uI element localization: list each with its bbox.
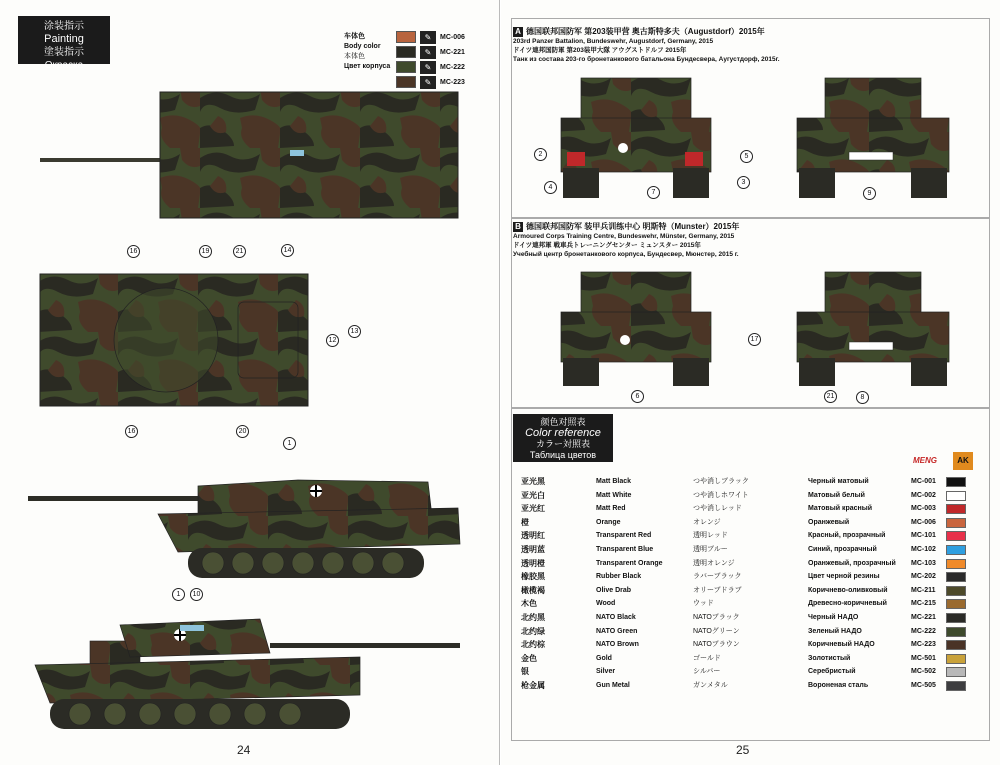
color-code: MC-215	[911, 600, 936, 608]
color-name-en: Matt White	[596, 491, 632, 499]
body-color-cn: 车体色	[344, 33, 365, 40]
color-code: MC-101	[911, 532, 936, 540]
ak-logo: AK	[953, 452, 973, 470]
callout-12: 12	[326, 334, 339, 347]
color-row	[521, 543, 981, 557]
color-name-ru: Серебристый	[808, 668, 856, 676]
color-row	[521, 475, 981, 489]
color-name-en: NATO Black	[596, 613, 636, 621]
color-row	[521, 625, 981, 639]
color-name-ru: Коричнево-оливковый	[808, 586, 888, 594]
color-name-cn: 北约黑	[521, 612, 545, 622]
color-swatch	[946, 545, 966, 555]
color-row	[521, 516, 981, 530]
color-code: MC-223	[440, 78, 465, 86]
section-ru: Учебный центр бронетанкового корпуса, Бундесвер, Мюнстер, 2015 г.	[513, 251, 739, 258]
color-row	[521, 679, 981, 693]
tank-side-view-2	[30, 605, 470, 735]
color-name-cn: 银	[521, 667, 529, 677]
color-name-en: Matt Red	[596, 505, 626, 513]
color-name-jp: ウッド	[693, 600, 714, 608]
color-name-ru: Оранжевый, прозрачный	[808, 559, 896, 567]
tank-front-view-a	[551, 72, 721, 202]
color-row	[521, 638, 981, 652]
section-ru: Танк из состава 203-го бронетанкового батальона Бундесвера, Аугустдорф, 2015г.	[513, 56, 780, 63]
color-name-en: Orange	[596, 518, 621, 526]
callout-16: 16	[125, 425, 138, 438]
color-name-cn: 橡胶黑	[521, 572, 545, 582]
color-name-en: Transparent Red	[596, 532, 652, 540]
color-name-cn: 木色	[521, 599, 537, 609]
paint-bottle-icon: ✎	[420, 61, 436, 74]
section-letter: B	[513, 222, 523, 232]
body-color-list	[396, 30, 465, 90]
color-swatch	[946, 654, 966, 664]
color-swatch	[946, 640, 966, 650]
color-swatch	[946, 518, 966, 528]
color-name-en: Transparent Orange	[596, 559, 663, 567]
color-reference-table	[521, 475, 981, 693]
body-color-item	[396, 75, 465, 89]
color-code: MC-003	[911, 505, 936, 513]
color-code: MC-002	[911, 491, 936, 499]
callout-13: 13	[348, 325, 361, 338]
color-swatch	[946, 667, 966, 677]
right-page	[501, 0, 1000, 765]
color-code: MC-221	[911, 613, 936, 621]
color-name-cn: 金色	[521, 653, 537, 663]
color-swatch	[946, 613, 966, 623]
body-color-item	[396, 30, 465, 44]
color-swatch	[946, 477, 966, 487]
color-swatch	[946, 504, 966, 514]
color-name-jp: ゴールド	[693, 654, 721, 662]
callout-1: 1	[172, 588, 185, 601]
color-name-en: Matt Black	[596, 478, 632, 485]
color-code: MC-505	[911, 681, 936, 689]
color-name-ru: Древесно-коричневый	[808, 600, 887, 608]
section-en: 203rd Panzer Battalion, Bundeswehr, Augustdorf, Germany, 2015	[513, 38, 714, 45]
color-name-en: Gun Metal	[596, 681, 630, 689]
callout-9: 9	[863, 187, 876, 200]
color-name-cn: 透明红	[521, 531, 545, 541]
color-name-cn: 北约绿	[521, 626, 545, 636]
color-name-en: NATO Brown	[596, 641, 639, 649]
section-title: 德国联邦国防军 第203装甲营 奥古斯特多夫（Augustdorf）2015年	[526, 27, 765, 36]
page-number: 25	[736, 743, 750, 757]
color-row	[521, 557, 981, 571]
color-name-cn: 枪金属	[521, 680, 545, 690]
body-color-item	[396, 45, 465, 59]
color-name-ru: Оранжевый	[808, 518, 850, 526]
body-color-en: Body color	[344, 43, 381, 50]
cr-jp: カラー対照表	[535, 439, 590, 449]
meng-logo: MENG	[913, 456, 937, 465]
color-row	[521, 584, 981, 598]
color-code: MC-223	[911, 641, 936, 649]
color-name-jp: つや消しレッド	[693, 505, 742, 513]
callout-19: 19	[199, 245, 212, 258]
painting-tab	[18, 16, 110, 71]
color-name-en: Silver	[596, 668, 616, 676]
tab-cn: 涂装指示	[44, 21, 84, 32]
callout-21: 21	[824, 390, 837, 403]
color-code: MC-222	[440, 63, 465, 71]
callout-8: 8	[856, 391, 869, 404]
color-swatch	[946, 599, 966, 609]
color-code: MC-221	[440, 48, 465, 56]
color-swatch	[396, 76, 416, 88]
color-name-jp: つや消しホワイト	[693, 491, 749, 499]
color-swatch	[396, 61, 416, 73]
callout-17: 17	[748, 333, 761, 346]
tank-side-view-1	[28, 456, 468, 586]
callout-16: 16	[127, 245, 140, 258]
cr-ru: Таблица цветов	[529, 450, 597, 460]
section-en: Armoured Corps Training Centre, Bundeswehr, Münster, Germany, 2015	[513, 233, 735, 240]
color-name-cn: 亚光白	[521, 490, 545, 500]
callout-10: 10	[190, 588, 203, 601]
color-code: MC-501	[911, 654, 936, 662]
color-code: MC-502	[911, 668, 936, 676]
color-swatch	[946, 627, 966, 637]
color-name-jp: 透明レッド	[693, 532, 728, 540]
hull-top-view	[38, 272, 310, 408]
color-name-ru: Зеленый НАДО	[808, 627, 862, 635]
color-name-ru: Красный, прозрачный	[808, 532, 886, 540]
paint-bottle-icon: ✎	[420, 76, 436, 89]
color-name-jp: 透明オレンジ	[693, 559, 735, 567]
section-letter: A	[513, 27, 523, 37]
color-code: MC-006	[911, 518, 936, 526]
tank-rear-view-b	[789, 266, 959, 390]
tab-en: Painting	[44, 33, 84, 45]
tank-front-view-b	[551, 266, 721, 390]
color-name-en: Transparent Blue	[596, 545, 654, 553]
color-name-ru: Матовый белый	[808, 491, 865, 499]
color-row	[521, 489, 981, 503]
color-name-jp: オリーブドラブ	[693, 586, 742, 594]
color-swatch	[396, 31, 416, 43]
color-name-cn: 橄榄褐	[521, 585, 545, 595]
callout-14: 14	[281, 244, 294, 257]
color-name-ru: Черный НАДО	[808, 613, 859, 621]
paint-bottle-icon: ✎	[420, 31, 436, 44]
section-jp: ドイツ連邦軍 戦車兵トレーニングセンター ミュンスター 2015年	[513, 242, 701, 249]
color-name-jp: NATOブラウン	[693, 641, 740, 649]
color-row	[521, 529, 981, 543]
callout-4: 4	[544, 181, 557, 194]
color-name-cn: 橙	[521, 517, 529, 527]
color-code: MC-001	[911, 478, 936, 485]
body-color-ru: Цвет корпуса	[344, 63, 391, 70]
color-name-cn: 亚光黑	[521, 477, 545, 486]
color-name-en: NATO Green	[596, 627, 638, 635]
tab-jp: 塗装指示	[44, 47, 84, 58]
color-name-jp: NATOブラック	[693, 613, 740, 621]
callout-5: 5	[740, 150, 753, 163]
color-name-jp: ガンメタル	[693, 681, 728, 689]
color-swatch	[946, 531, 966, 541]
color-name-ru: Коричневый НАДО	[808, 641, 875, 649]
color-name-en: Gold	[596, 654, 612, 662]
color-swatch	[946, 559, 966, 569]
color-reference-tab	[513, 414, 613, 462]
color-swatch	[946, 572, 966, 582]
color-name-en: Rubber Black	[596, 573, 642, 581]
color-swatch	[946, 681, 966, 691]
color-name-cn: 透明蓝	[521, 544, 545, 554]
page-number: 24	[237, 743, 251, 757]
body-color-labels	[344, 32, 390, 72]
callout-2: 2	[534, 148, 547, 161]
color-swatch	[946, 491, 966, 501]
cr-en: Color reference	[525, 427, 601, 439]
color-swatch	[946, 586, 966, 596]
color-row	[521, 597, 981, 611]
color-row	[521, 652, 981, 666]
callout-21: 21	[233, 245, 246, 258]
callout-1: 1	[283, 437, 296, 450]
color-name-en: Olive Drab	[596, 586, 632, 594]
callout-7: 7	[647, 186, 660, 199]
color-name-ru: Вороненая сталь	[808, 681, 869, 689]
color-name-cn: 亚光红	[521, 504, 545, 514]
color-row	[521, 570, 981, 584]
color-name-jp: ラバーブラック	[693, 573, 742, 581]
color-row	[521, 502, 981, 516]
cr-cn: 颜色对照表	[540, 417, 586, 427]
color-code: MC-222	[911, 627, 936, 635]
color-code: MC-006	[440, 33, 465, 41]
paint-bottle-icon: ✎	[420, 46, 436, 59]
color-name-ru: Золотистый	[808, 654, 851, 662]
tab-ru: Окраска	[44, 60, 84, 71]
color-row	[521, 611, 981, 625]
body-color-item	[396, 60, 465, 74]
color-code: MC-211	[911, 586, 936, 594]
section-jp: ドイツ連邦国防軍 第203装甲大隊 アウグストドルフ 2015年	[513, 47, 687, 54]
color-name-jp: シルバー	[693, 668, 721, 676]
section-a-header	[513, 27, 780, 64]
color-name-ru: Цвет черной резины	[808, 573, 880, 581]
color-name-jp: NATOグリーン	[693, 627, 740, 635]
color-name-jp: オレンジ	[693, 518, 721, 526]
color-name-ru: Синий, прозрачный	[808, 545, 877, 553]
color-name-jp: つや消しブラック	[693, 478, 749, 485]
color-name-ru: Матовый красный	[808, 505, 873, 513]
color-name-jp: 透明ブルー	[693, 545, 728, 553]
color-name-cn: 透明橙	[521, 558, 545, 568]
color-name-en: Wood	[596, 600, 616, 608]
color-row	[521, 665, 981, 679]
color-name-cn: 北约棕	[521, 640, 545, 650]
color-name-ru: Черный матовый	[808, 478, 869, 485]
callout-3: 3	[737, 176, 750, 189]
section-b-header	[513, 222, 739, 259]
callout-6: 6	[631, 390, 644, 403]
turret-top-view	[40, 88, 460, 223]
tank-rear-view-a	[789, 72, 959, 202]
callout-20: 20	[236, 425, 249, 438]
color-swatch	[396, 46, 416, 58]
color-code: MC-202	[911, 573, 936, 581]
body-color-jp: 本体色	[344, 53, 365, 60]
section-title: 德国联邦国防军 装甲兵训练中心 明斯特（Munster）2015年	[526, 222, 740, 231]
color-code: MC-103	[911, 559, 936, 567]
color-code: MC-102	[911, 545, 936, 553]
